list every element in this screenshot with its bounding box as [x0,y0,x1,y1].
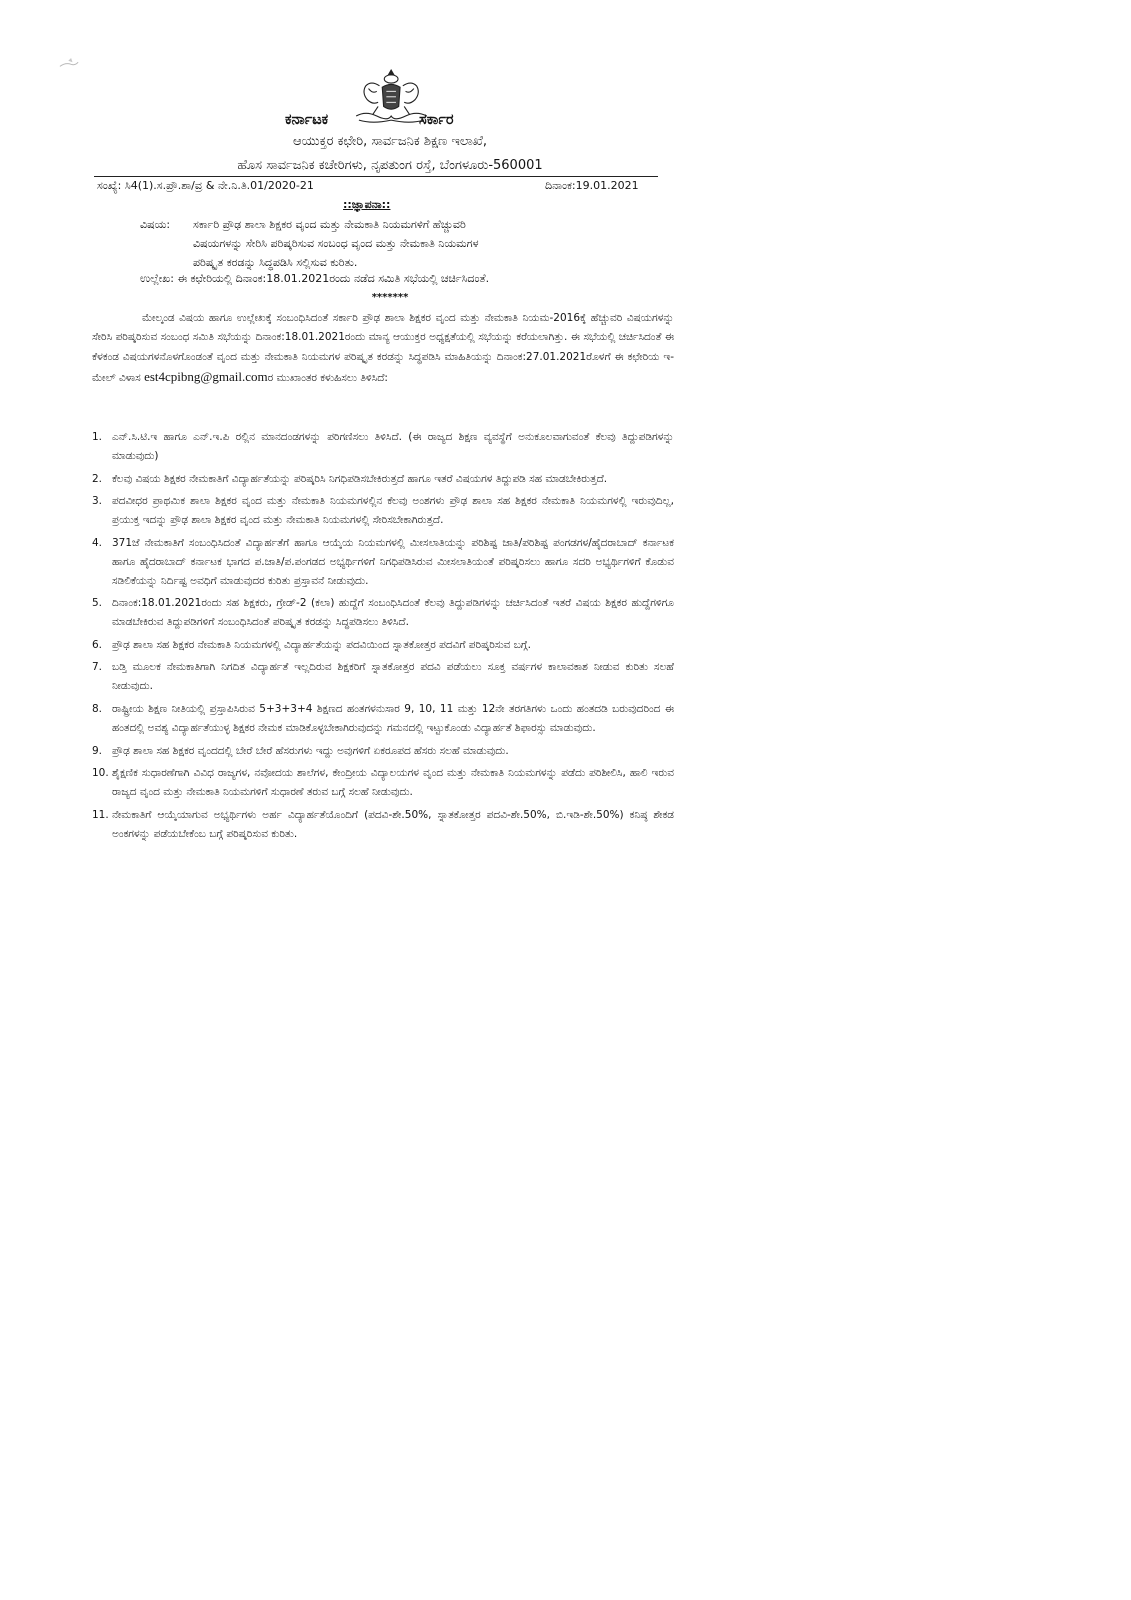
body-text: ಮೇಲ್ಕಂಡ ವಿಷಯ ಹಾಗೂ ಉಲ್ಲೇಖಕ್ಕೆ ಸಂಬಂಧಿಸಿದಂತೆ ಸರ್ಕಾರಿ ಪ್ರೌಢ ಶಾಲಾ ಶಿಕ್ಷಕರ ವೃಂದ ಮತ್ತು ನೇಮಕಾತಿ ನಿಯಮ-2016ಕ್ಕೆ ಹೆಚ್ಚುವರಿ ವಿಷಯಗಳನ್ನು ಸೇರಿಸಿ ಪರಿಷ್ಕರಿಸುವ ಸಂಬಂಧ ಸಮಿತಿ ಸಭೆಯನ್ನು ದಿನಾಂಕ:18.01.2021ರಂದು ಮಾನ್ಯ ಆಯುಕ್ತರ ಅಧ್ಯಕ್ಷತೆಯಲ್ಲಿ ಸಭೆಯನ್ನು ಕರೆಯಲಾಗಿತ್ತು. ಈ ಸಭೆಯಲ್ಲಿ ಚರ್ಚಿಸಿದಂತೆ ಈ ಕೆಳಕಂಡ ವಿಷಯಗಳನೊಳಗೊಂಡಂತೆ ವೃಂದ ಮತ್ತು ನೇಮಕಾತಿ ನಿಯಮಗಳ ಪರಿಷ್ಕೃತ ಕರಡನ್ನು ಸಿದ್ಧಪಡಿಸಿ ಮಾಹಿತಿಯನ್ನು ದಿನಾಂಕ:27.01.2021ರೊಳಗೆ ಈ ಕಛೇರಿಯ ಇ-ಮೇಲ್ ವಿಳಾಸ [92,312,674,384]
body-text-tail: ರ ಮುಖಾಂತರ ಕಳುಹಿಸಲು ತಿಳಿಸಿದೆ: [267,371,388,384]
list-item-text: ರಾಷ್ಟ್ರೀಯ ಶಿಕ್ಷಣ ನೀತಿಯಲ್ಲಿ ಪ್ರಸ್ತಾಪಿಸಿರುವ 5+3+3+4 ಶಿಕ್ಷಣದ ಹಂತಗಳನುಸಾರ 9, 10, 11 ಮತ್ತು 12ನೇ ತರಗತಿಗಳು ಒಂದು ಹಂತದಡಿ ಬರುವುದರಿಂದ ಈ ಹಂತದಲ್ಲಿ ಅವಶ್ಯ ವಿದ್ಯಾರ್ಹತೆಯುಳ್ಳ ಶಿಕ್ಷಕರ ನೇಮಕ ಮಾಡಿಕೊಳ್ಳಬೇಕಾಗಿರುವುದನ್ನು ಗಮನದಲ್ಲಿ ಇಟ್ಟುಕೊಂಡು ವಿದ್ಯಾರ್ಹತೆ ಶಿಫಾರಸ್ಸು ಮಾಡುವುದು. [112,702,674,735]
list-item-number: 4. [92,536,103,549]
subject-block [140,215,640,272]
list-item-number: 7. [92,661,103,674]
list-item [92,806,674,844]
list-item-text: ಬಡ್ತಿ ಮೂಲಕ ನೇಮಕಾತಿಗಾಗಿ ನಿಗದಿತ ವಿದ್ಯಾರ್ಹತೆ ಇಲ್ಲದಿರುವ ಶಿಕ್ಷಕರಿಗೆ ಸ್ನಾತಕೋತ್ತರ ಪದವಿ ಪಡೆಯಲು ಸೂಕ್ತ ವರ್ಷಗಳ ಕಾಲಾವಕಾಶ ನೀಡುವ ಕುರಿತು ಸಲಹೆ ನೀಡುವುದು. [112,661,674,693]
office-address-line: ಹೊಸ ಸಾರ್ವಜನಿಕ ಕಚೇರಿಗಳು, ನೃಪತುಂಗ ರಸ್ತೆ, ಬೆಂಗಳೂರು-560001 [237,158,543,173]
list-item-number: 6. [92,638,103,651]
list-item [92,700,674,738]
list-item [92,636,674,655]
subject-label: ವಿಷಯ: [140,218,171,231]
list-item-number: 9. [92,744,103,757]
list-item-text: ನೇಮಕಾತಿಗೆ ಆಯ್ಕೆಯಾಗುವ ಅಭ್ಯರ್ಥಿಗಳು ಅರ್ಹ ವಿದ್ಯಾರ್ಹತೆಯೊಂದಿಗೆ (ಪದವಿ-ಶೇ.50%, ಸ್ನಾತಕೋತ್ತರ ಪದವಿ-ಶೇ.50%, ಬಿ.ಇಡಿ-ಶೇ.50%) ಕನಿಷ್ಠ ಶೇಕಡ ಅಂಕಗಳನ್ನು ಪಡೆಯಬೇಕೆಂಬ ಬಗ್ಗೆ ಪರಿಷ್ಕರಿಸುವ ಕುರಿತು. [112,808,674,840]
list-item-text: ಪ್ರೌಢ ಶಾಲಾ ಸಹ ಶಿಕ್ಷಕರ ವೃಂದದಲ್ಲಿ ಬೇರೆ ಬೇರೆ ಹೆಸರುಗಳು ಇದ್ದು ಅವುಗಳಿಗೆ ಏಕರೂಪದ ಹೆಸರು ಸಲಹೆ ಮಾಡುವುದು. [112,744,509,757]
reference-date: ದಿನಾಂಕ:19.01.2021 [545,179,639,192]
list-item [92,594,674,632]
list-item [92,742,674,761]
list-item-number: 3. [92,495,103,508]
list-item-number: 5. [92,597,103,610]
list-item [92,492,674,530]
list-item [92,764,674,802]
office-name-line: ಆಯುಕ್ತರ ಕಛೇರಿ, ಸಾರ್ವಜನಿಕ ಶಿಕ್ಷಣ ಇಲಾಖೆ, [293,134,487,149]
subject-line-2: ವಿಷಯಗಳನ್ನು ಸೇರಿಸಿ ಪರಿಷ್ಕರಿಸುವ ಸಂಬಂಧ ವೃಂದ ಮತ್ತು ನೇಮಕಾತಿ ನಿಯಮಗಳ [193,237,479,250]
list-item-text: ಪ್ರೌಢ ಶಾಲಾ ಸಹ ಶಿಕ್ಷಕರ ನೇಮಕಾತಿ ನಿಯಮಗಳಲ್ಲಿ ವಿದ್ಯಾರ್ಹತೆಯನ್ನು ಪದವಿಯಿಂದ ಸ್ನಾತಕೋತ್ತರ ಪದವಿಗೆ ಪರಿಷ್ಕರಿಸುವ ಬಗ್ಗೆ. [112,638,531,651]
memo-title: ::ಜ್ಞಾಪನಾ:: [343,198,391,211]
requirements-list [92,428,674,847]
document-page [0,0,780,1103]
list-item-text: ಕೆಲವು ವಿಷಯ ಶಿಕ್ಷಕರ ನೇಮಕಾತಿಗೆ ವಿದ್ಯಾರ್ಹತೆಯನ್ನು ಪರಿಷ್ಕರಿಸಿ ನಿಗಧಿಪಡಿಸಬೇಕಿರುತ್ತದೆ ಹಾಗೂ ಇತರೆ ವಿಷಯಗಳ ತಿದ್ದುಪಡಿ ಸಹ ಮಾಡಬೇಕಿರುತ್ತದೆ. [112,472,608,485]
header-divider [94,176,658,177]
list-item-number: 2. [92,472,103,485]
list-item-number: 1. [92,431,103,443]
government-title-left: ಕರ್ನಾಟಕ [285,112,329,128]
list-item-text: ಪದವೀಧರ ಪ್ರಾಥಮಿಕ ಶಾಲಾ ಶಿಕ್ಷಕರ ವೃಂದ ಮತ್ತು ನೇಮಕಾತಿ ನಿಯಮಗಳಲ್ಲಿನ ಕೆಲವು ಅಂಶಗಳು ಪ್ರೌಢ ಶಾಲಾ ಸಹ ಶಿಕ್ಷಕರ ನೇಮಕಾತಿ ನಿಯಮಗಳಲ್ಲಿ ಇರುವುದಿಲ್ಲ, ಪ್ರಯುಕ್ತ ಇದನ್ನು ಪ್ರೌಢ ಶಾಲಾ ಶಿಕ್ಷಕರ ವೃಂದ ಮತ್ತು ನೇಮಕಾತಿ ನಿಯಮಗಳಲ್ಲಿ ಸೇರಿಸಬೇಕಾಗಿರುತ್ತದೆ. [112,495,674,527]
list-item-text: ಶೈಕ್ಷಣಿಕ ಸುಧಾರಣೆಗಾಗಿ ವಿವಿಧ ರಾಜ್ಯಗಳ, ನವೋದಯ ಶಾಲೆಗಳ, ಕೇಂದ್ರೀಯ ವಿದ್ಯಾಲಯಗಳ ವೃಂದ ಮತ್ತು ನೇಮಕಾತಿ ನಿಯಮಗಳನ್ನು ಪಡೆದು ಪರಿಶೀಲಿಸಿ, ಹಾಲಿ ಇರುವ ರಾಜ್ಯದ ವೃಂದ ಮತ್ತು ನೇಮಕಾತಿ ನಿಯಮಗಳಿಗೆ ಸುಧಾರಣೆ ತರುವ ಬಗ್ಗೆ ಸಲಹೆ ನೀಡುವುದು. [112,767,674,799]
list-item-text: ಎನ್.ಸಿ.ಟಿ.ಇ ಹಾಗೂ ಎನ್.ಇ.ಪಿ ರಲ್ಲಿನ ಮಾನದಂಡಗಳನ್ನು ಪರಿಗಣಿಸಲು ತಿಳಿಸಿದೆ. (ಈ ರಾಜ್ಯದ ಶಿಕ್ಷಣ ವ್ಯವಸ್ಥೆಗೆ ಅನುಕೂಲವಾಗುವಂತೆ ಕೆಲವು ತಿದ್ದುಪಡಿಗಳನ್ನು ಮಾಡುವುದು) [112,431,674,463]
subject-line-1: ಸರ್ಕಾರಿ ಪ್ರೌಢ ಶಾಲಾ ಶಿಕ್ಷಕರ ವೃಂದ ಮತ್ತು ನೇಮಕಾತಿ ನಿಯಮಗಳಿಗೆ ಹೆಚ್ಚುವರಿ [193,218,466,231]
list-item [92,428,674,466]
list-item-number: 10. [92,767,109,780]
list-item [92,534,674,591]
list-item-number: 11. [92,808,109,821]
email-address: est4cpibng@gmail.com [144,368,268,384]
reference-line: ಉಲ್ಲೇಖ: ಈ ಕಛೇರಿಯಲ್ಲಿ ದಿನಾಂಕ:18.01.2021ರಂದು ನಡೆದ ಸಮಿತಿ ಸಭೆಯಲ್ಲಿ ಚರ್ಚಿಸಿದಂತೆ. [140,272,490,285]
subject-line-3: ಪರಿಷ್ಕೃತ ಕರಡನ್ನು ಸಿದ್ಧಪಡಿಸಿ ಸಲ್ಲಿಸುವ ಕುರಿತು. [193,256,358,269]
scan-mark-icon [58,58,80,72]
list-item [92,470,674,489]
reference-number: ಸಂಖ್ಯೆ: ಸಿ4(1).ಸ.ಪ್ರೌ.ಶಾ/ವ್ರ & ನೇ.ನಿ.ತಿ.01/2020-21 [97,179,314,192]
separator-stars: ******* [371,292,409,303]
government-title-right: ಸರ್ಕಾರ [419,112,454,128]
list-item-number: 8. [92,702,103,715]
body-paragraph [92,309,674,388]
list-item-text: 371ಜೆ ನೇಮಕಾತಿಗೆ ಸಂಬಂಧಿಸಿದಂತೆ ವಿದ್ಯಾರ್ಹತೆಗೆ ಹಾಗೂ ಆಯ್ಕೆಯ ನಿಯಮಗಳಲ್ಲಿ ಮೀಸಲಾತಿಯನ್ನು ಪರಿಶಿಷ್ಟ ಜಾತಿ/ಪರಿಶಿಷ್ಟ ಪಂಗಡಗಳ/ಹೈದರಾಬಾದ್ ಕರ್ನಾಟಕ ಹಾಗೂ ಹೈದರಾಬಾದ್ ಕರ್ನಾಟಕ ಭಾಗದ ಪ.ಜಾತಿ/ಪ.ಪಂಗಡದ ಅಭ್ಯರ್ಥಿಗಳಿಗೆ ನಿಗಧಿಪಡಿಸಿರುವ ಮೀಸಲಾತಿಯಂತೆ ಪರಿಷ್ಕರಿಸಲು ಹಾಗೂ ಸದರಿ ಅಭ್ಯರ್ಥಿಗಳಿಗೆ ಕೊಡುವ ಸಡಿಲಿಕೆಯನ್ನು ನಿರ್ದಿಷ್ಟ ಅವಧಿಗೆ ಮಾಡುವುದರ ಕುರಿತು ಪ್ರಸ್ತಾವನೆ ನೀಡುವುದು. [112,536,674,587]
list-item [92,658,674,696]
list-item-text: ದಿನಾಂಕ:18.01.2021ರಂದು ಸಹ ಶಿಕ್ಷಕರು, ಗ್ರೇಡ್-2 (ಕಲಾ) ಹುದ್ದೆಗೆ ಸಂಬಂಧಿಸಿದಂತೆ ಕೆಲವು ತಿದ್ದುಪಡಿಗಳನ್ನು ಚರ್ಚಿಸಿದಂತೆ ಇತರೆ ವಿಷಯ ಶಿಕ್ಷಕರ ಹುದ್ದೆಗಳಿಗೂ ಮಾಡಬೇಕಿರುವ ತಿದ್ದುಪಡಿಗಳಿಗೆ ಸಂಬಂಧಿಸಿದಂತೆ ಪರಿಷ್ಕೃತ ಕರಡನ್ನು ಸಿದ್ಧಪಡಿಸಲು ತಿಳಿಸಿದೆ. [112,597,674,629]
